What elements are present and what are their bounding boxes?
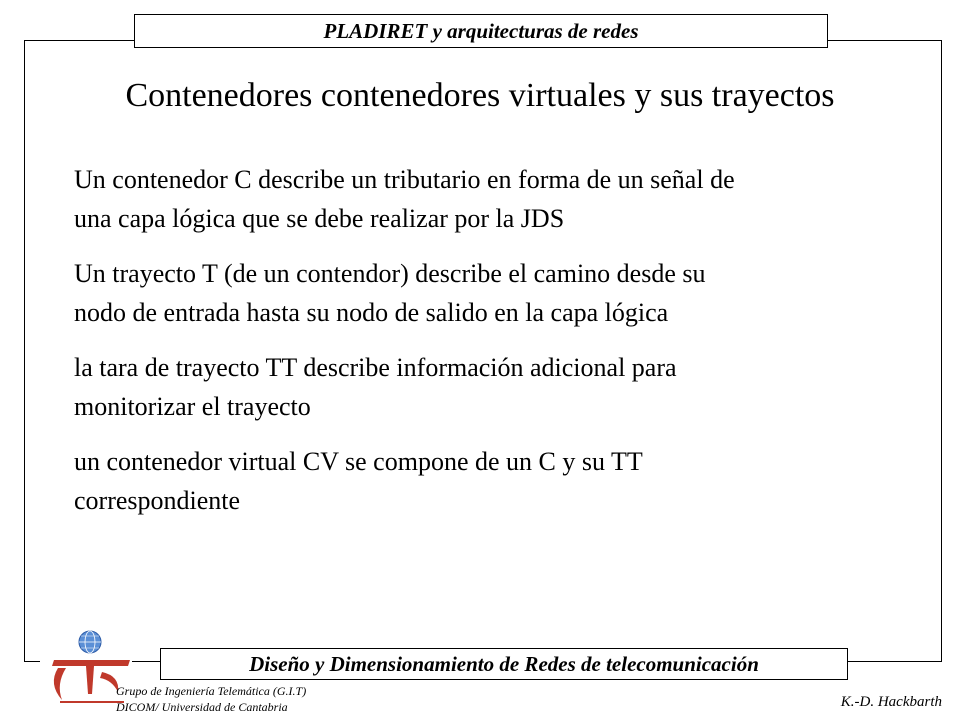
bullet-list [74,160,874,536]
bullet-item [74,348,874,426]
bullet-line: Un contenedor C describe un tributario en forma de un señal de [74,165,735,194]
bullet-line: la tara de trayecto TT describe información adicional para [74,353,677,382]
bullet-line: Un trayecto T (de un contendor) describe el camino desde su [74,259,706,288]
org-name: Grupo de Ingeniería Telemática (G.I.T) [116,684,307,698]
bullet-line: monitorizar el trayecto [74,392,311,421]
globe-icon [79,631,101,653]
header-banner [134,14,828,48]
bullet-item [74,160,874,238]
course-title: Diseño y Dimensionamiento de Redes de telecomunicación [249,651,759,676]
org-department: DICOM/ Universidad de Cantabria [116,700,288,714]
footer-banner [160,648,848,680]
bullet-line: nodo de entrada hasta su nodo de salido en la capa lógica [74,298,669,327]
slide-title: Contenedores contenedores virtuales y sus trayectos [125,77,835,114]
bullet-line: correspondiente [74,486,241,515]
bullet-item [74,442,874,520]
bullet-line: un contenedor virtual CV se compone de un C y su TT [74,447,643,476]
bullet-item [74,254,874,332]
header-title: PLADIRET y arquitecturas de redes [323,18,639,43]
bullet-line: una capa lógica que se debe realizar por la JDS [74,204,565,233]
author-name: K.-D. Hackbarth [840,694,942,710]
